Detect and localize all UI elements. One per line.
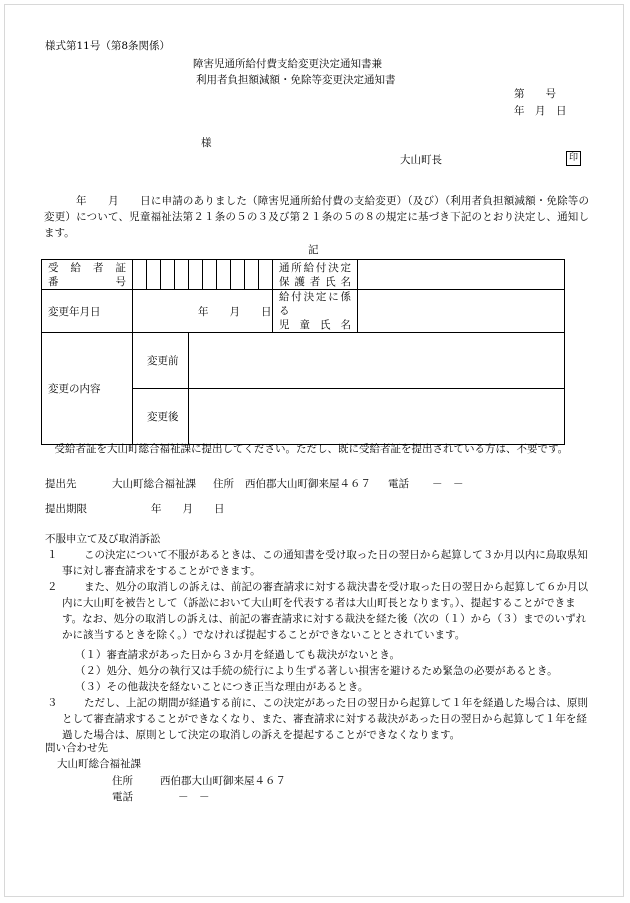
child-label: 給付決定に係る 児童氏名	[273, 290, 358, 333]
cert-digit-cell	[217, 260, 231, 290]
cert-digit-cell	[203, 260, 217, 290]
appeal-item2-number: ２	[47, 581, 58, 593]
appeal-item2: また、処分の取消しの訴えは、前記の審査請求に対する裁決書を受け取った日の翌日から起算して６か月以内に大山町を被告として（訴訟において大山町を代表する者は大山町長となります。）、提起することができます。なお、処分の取消しの訴えは、前記の審査請求に対する裁決を経た後（次の（１）から（３）までのいずれかに該当するときを除く。）でなければ提起することができないこととされています。	[62, 581, 588, 641]
deadline-value: 年 月 日	[151, 503, 225, 515]
contact-heading: 問い合わせ先	[45, 742, 108, 754]
guardian-value	[358, 260, 565, 290]
deadline-label: 提出期限	[45, 503, 87, 515]
ki-heading: 記	[308, 244, 319, 256]
appeal-item1: この決定について不服があるときは、この通知書を受け取った日の翌日から起算して３か月以内に鳥取県知事に対し審査請求をすることができます。	[62, 549, 588, 577]
cert-digit-cell	[231, 260, 245, 290]
appeal-item3-number: ３	[47, 697, 58, 709]
submit-dept: 大山町総合福祉課	[112, 478, 196, 490]
after-label: 変更後	[133, 389, 189, 445]
child-value	[358, 290, 565, 333]
form-number: 様式第11号（第8条関係）	[45, 40, 171, 52]
after-value	[189, 389, 565, 445]
contact-dept: 大山町総合福祉課	[57, 758, 141, 770]
cert-digit-cell	[133, 260, 147, 290]
cert-digit-cell	[161, 260, 175, 290]
contact-tel-label: 電話	[112, 791, 133, 803]
doc-number: 第 号	[514, 88, 556, 100]
guardian-label: 通所給付決定 保護者氏名	[273, 260, 358, 290]
issuer: 大山町長	[400, 154, 442, 166]
change-content-label: 変更の内容	[42, 333, 133, 445]
appeal-heading: 不服申立て及び取消訴訟	[45, 533, 161, 545]
appeal-item1-number: １	[47, 549, 58, 561]
appeal-sub1: （１）審査請求があった日から３か月を経過しても裁決がないとき。	[75, 649, 400, 661]
appeal-item3: ただし、上記の期間が経過する前に、この決定があった日の翌日から起算して１年を経過した場合は、原則として審査請求することができなくなり、また、審査請求に対する裁決があった日の翌日から起算して１年を経過した場合は、原則として決定の取消しの訴えを提起することができなくなります。	[62, 697, 588, 741]
cert-digit-cell	[259, 260, 273, 290]
intro-paragraph: 年 月 日に申請のありました（障害児通所給付費の支給変更）（及び）（利用者負担額減額・免除等の変更）について、児童福祉法第２１条の５の３及び第２１条の５の８の規定に基づき下記のとおり決定し、通知します。	[44, 195, 589, 239]
submit-addr-label: 住所	[213, 478, 234, 490]
submit-addr: 西伯郡大山町御来屋４６７	[245, 478, 371, 490]
contact-addr: 西伯郡大山町御来屋４６７	[160, 775, 286, 787]
before-label: 変更前	[133, 333, 189, 389]
cert-digit-cell	[189, 260, 203, 290]
change-date-value: 年 月 日	[133, 290, 273, 333]
doc-date: 年 月 日	[514, 105, 567, 117]
contact-tel: － －	[178, 791, 210, 803]
recipient-cert-label: 受給者証 番号	[42, 260, 133, 290]
title-line2: 利用者負担額減額・免除等変更決定通知書	[196, 74, 396, 86]
notice-paragraph: 受給者証を大山町総合福祉課に提出してください。ただし、既に受給者証を提出されている方は、不要です。	[44, 443, 569, 455]
cert-digit-cell	[147, 260, 161, 290]
submit-label: 提出先	[45, 478, 77, 490]
addressee-suffix: 様	[201, 137, 212, 149]
change-date-label: 変更年月日	[42, 290, 133, 333]
change-table	[41, 259, 565, 445]
appeal-sub2: （２）処分、処分の執行又は手続の続行により生ずる著しい損害を避けるため緊急の必要があるとき。	[75, 665, 558, 677]
cert-digit-cell	[245, 260, 259, 290]
cert-digit-cell	[175, 260, 189, 290]
submit-tel-label: 電話	[388, 478, 409, 490]
submit-tel: － －	[432, 478, 464, 490]
contact-addr-label: 住所	[112, 775, 133, 787]
appeal-sub3: （３）その他裁決を経ないことにつき正当な理由があるとき。	[75, 681, 369, 693]
title-line1: 障害児通所給付費支給変更決定通知書兼	[193, 58, 382, 70]
before-value	[189, 333, 565, 389]
seal-stamp: 印	[566, 151, 581, 166]
